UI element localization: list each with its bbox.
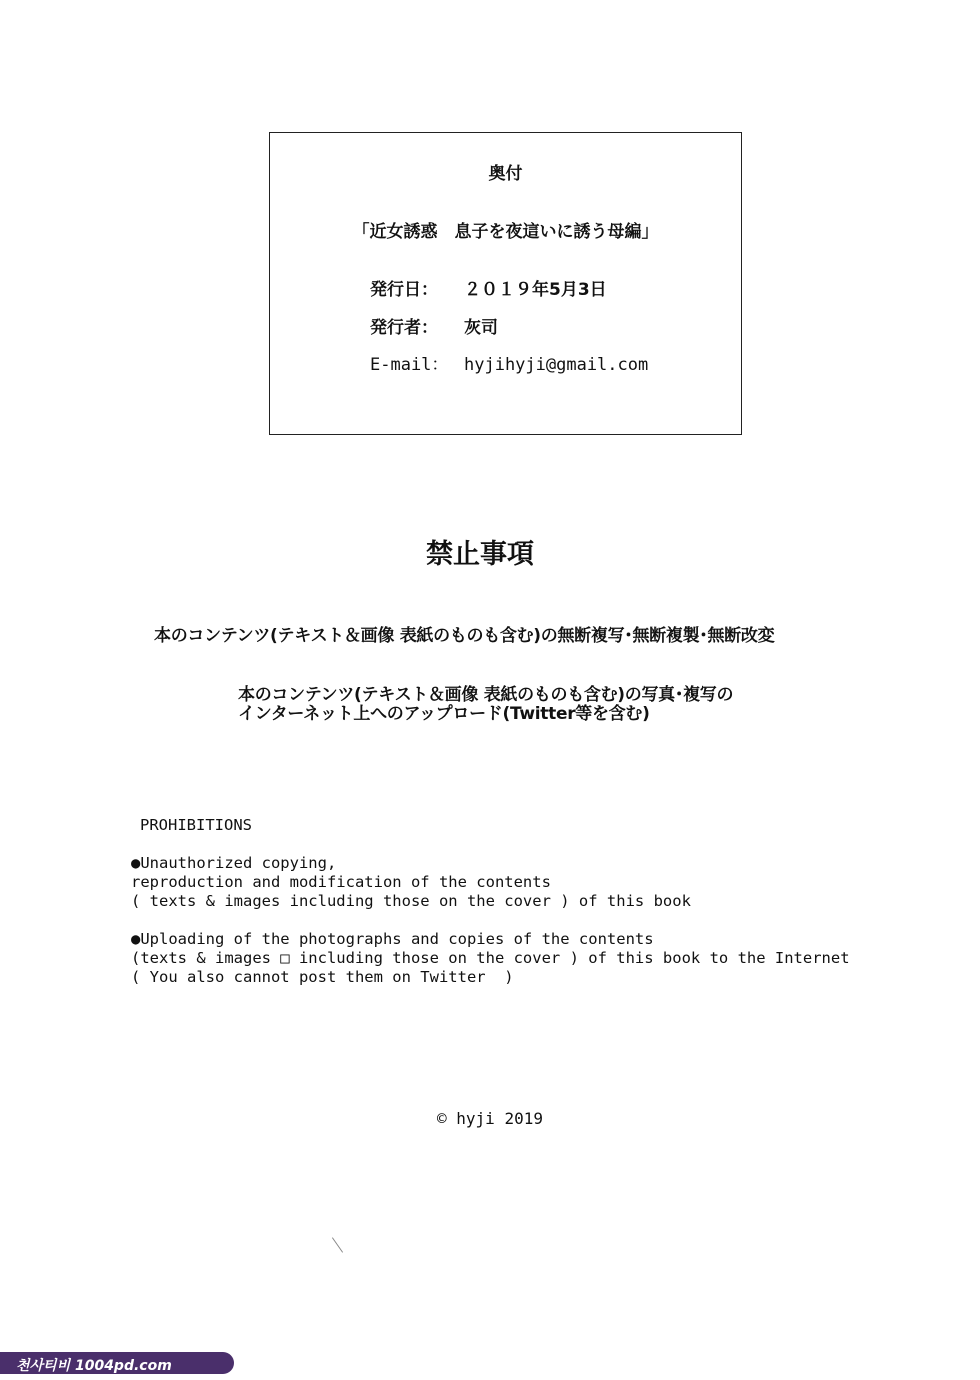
publish-date-row bbox=[370, 275, 607, 300]
prohibition-jp-item-2-line-2: インターネット上へのアップロード(Twitter等を含む) bbox=[238, 704, 650, 724]
email-row bbox=[370, 350, 648, 375]
email-label: E-mail： bbox=[370, 355, 449, 375]
colophon-heading: 奥付 bbox=[488, 164, 523, 184]
prohibitions-heading-jp: 禁止事項 bbox=[426, 539, 534, 570]
prohibition-en-item-2: ●Uploading of the photographs and copies of the contents (texts & images □ including those on the cover ) of this book to the Internet ( You also cannot post them on Twitter ) bbox=[131, 930, 850, 986]
site-watermark bbox=[0, 1352, 234, 1374]
publisher-row bbox=[370, 313, 498, 338]
prohibition-jp-item-2-line-1: 本のコンテンツ(テキスト＆画像 表紙のものも含む)の写真･複写の bbox=[238, 685, 734, 705]
publish-date-label: 発行日： bbox=[370, 280, 438, 300]
email-value: hyjihyji@gmail.com bbox=[464, 355, 649, 375]
prohibition-en-item-1: ●Unauthorized copying, reproduction and modification of the contents ( texts & images including those on the cover ) of this book bbox=[131, 854, 691, 910]
prohibition-jp-item-1: 本のコンテンツ(テキスト＆画像 表紙のものも含む)の無断複写･無断複製･無断改変 bbox=[154, 626, 775, 646]
colophon-box bbox=[269, 132, 742, 435]
copyright: © hyji 2019 bbox=[437, 1109, 543, 1128]
publish-date-value: ２０１９年5月3日 bbox=[464, 280, 607, 300]
publisher-value: 灰司 bbox=[464, 318, 498, 338]
prohibitions-heading-en: PROHIBITIONS bbox=[140, 816, 252, 834]
stray-mark bbox=[332, 1237, 343, 1252]
book-title: 「近女誘惑 息子を夜這いに誘う母編」 bbox=[352, 222, 659, 242]
publisher-label: 発行者： bbox=[370, 318, 438, 338]
watermark-text: 천사티비 1004pd.com bbox=[16, 1358, 172, 1374]
